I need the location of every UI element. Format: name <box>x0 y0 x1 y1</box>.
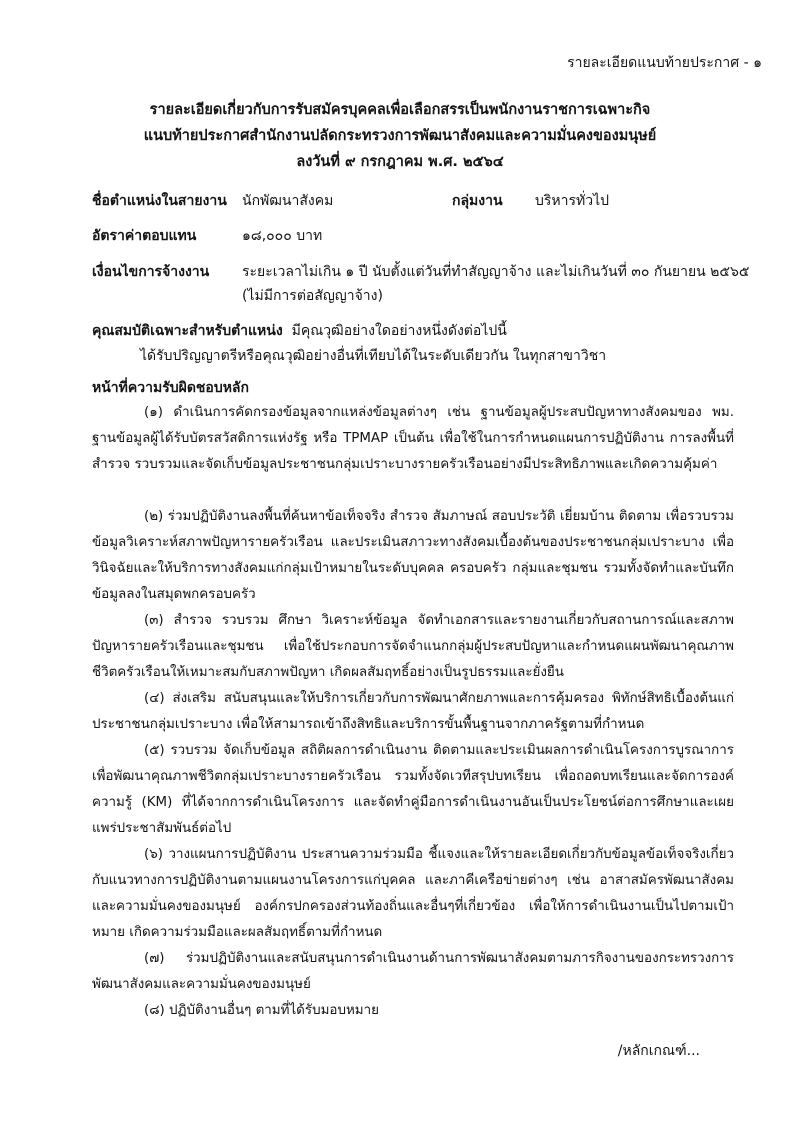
document-title-line2: แนบท้ายประกาศสำนักงานปลัดกระทรวงการพัฒนาสังคมและความมั่นคงของมนุษย์ <box>143 128 657 144</box>
document-title-line1: รายละเอียดเกี่ยวกับการรับสมัครบุคคลเพื่อเลือกสรรเป็นพนักงานราชการเฉพาะกิจ <box>149 102 651 118</box>
position-name-value: นักพัฒนาสังคม <box>242 193 334 209</box>
salary-label: อัตราค่าตอบแทน <box>92 228 197 244</box>
condition-value: ระยะเวลาไม่เกิน ๑ ปี นับตั้งแต่วันที่ทำสัญญาจ้าง และไม่เกินวันที่ ๓๐ กันยายน ๒๕๖๕ <box>242 264 750 280</box>
duty-item: (๔) ส่งเสริม สนับสนุนและให้บริการเกี่ยวกับการพัฒนาศักยภาพและการคุ้มครอง พิทักษ์สิทธิเบื้องต้นแก่ประชาชนกลุ่มเปราะบาง เพื่อให้สามารถเข้าถึงสิทธิและบริการขั้นพื้นฐานจากภาครัฐตามที่กำหนด <box>92 691 734 732</box>
continuation-marker: /หลักเกณฑ์... <box>617 1043 700 1059</box>
qualification-text: ได้รับปริญญาตรีหรือคุณวุฒิอย่างอื่นที่เทียบได้ในระดับเดียวกัน ในทุกสาขาวิชา <box>140 348 607 364</box>
condition-note: (ไม่มีการต่อสัญญาจ้าง) <box>242 288 383 304</box>
duties-heading: หน้าที่ความรับผิดชอบหลัก <box>92 380 249 396</box>
duty-item: (๘) ปฏิบัติงานอื่นๆ ตามที่ได้รับมอบหมาย <box>144 1003 379 1018</box>
work-group-value: บริหารทั่วไป <box>535 193 610 209</box>
qualification-heading-tail: มีคุณวุฒิอย่างใดอย่างหนึ่งดังต่อไปนี้ <box>291 323 507 339</box>
duty-item: (๒) ร่วมปฏิบัติงานลงพื้นที่ค้นหาข้อเท็จจริง สำรวจ สัมภาษณ์ สอบประวัติ เยี่ยมบ้าน ติดตาม เพื่อรวบรวมข้อมูลวิเคราะห์สภาพปัญหารายครัวเรือน และประเมินสภาวะทางสังคมเบื้องต้นของประชาชนกลุ่มเปราะบาง เพื่อวินิจฉัยและให้บริการทางสังคมแก่กลุ่มเป้าหมายในระดับบุคคล ครอบครัว กลุ่มและชุมชน รวมทั้งจัดทำและบันทึกข้อมูลลงในสมุดพกครอบครัว <box>92 509 734 602</box>
work-group-label: กลุ่มงาน <box>452 193 503 209</box>
salary-value: ๑๘,๐๐๐ บาท <box>242 228 323 244</box>
duty-item: (๕) รวบรวม จัดเก็บข้อมูล สถิติผลการดำเนินงาน ติดตามและประเมินผลการดำเนินโครงการบูรณาการเพื่อพัฒนาคุณภาพชีวิตกลุ่มเปราะบางรายครัวเรือน รวมทั้งจัดเวทีสรุปบทเรียน เพื่อถอดบทเรียนและจัดการองค์ความรู้ (KM) ที่ได้จากการดำเนินโครงการ และจัดทำคู่มือการดำเนินงานอันเป็นประโยชน์ต่อการศึกษาและเผยแพร่ประชาสัมพันธ์ต่อไป <box>92 743 734 836</box>
qualification-heading-line <box>92 320 507 342</box>
document-reference: รายละเอียดแนบท้ายประกาศ - ๑ <box>567 55 762 71</box>
duty-item: (๖) วางแผนการปฏิบัติงาน ประสานความร่วมมือ ชี้แจงและให้รายละเอียดเกี่ยวกับข้อมูลข้อเท็จจริงเกี่ยวกับแนวทางการปฏิบัติงานตามแผนงานโครงการแก่บุคคล และภาคีเครือข่ายต่างๆ เช่น อาสาสมัครพัฒนาสังคมและความมั่นคงของมนุษย์ องค์กรปกครองส่วนท้องถิ่นและอื่นๆที่เกี่ยวข้อง เพื่อให้การดำเนินงานเป็นไปตามเป้าหมาย เกิดความร่วมมือและผลสัมฤทธิ์ตามที่กำหนด <box>92 847 734 940</box>
document-date-line: ลงวันที่ ๙ กรกฎาคม พ.ศ. ๒๕๖๔ <box>296 154 504 170</box>
qualification-heading: คุณสมบัติเฉพาะสำหรับตำแหน่ง <box>92 323 283 339</box>
duty-item: (๑) ดำเนินการคัดกรองข้อมูลจากแหล่งข้อมูลต่างๆ เช่น ฐานข้อมูลผู้ประสบปัญหาทางสังคมของ พม. ฐานข้อมูลผู้ได้รับบัตรสวัสดิการแห่งรัฐ หรือ TPMAP เป็นต้น เพื่อใช้ในการกำหนดแผนการปฏิบัติงาน การลงพื้นที่สำรวจ รวบรวมและจัดเก็บข้อมูลประชาชนกลุ่มเปราะบางรายครัวเรือนอย่างมีประสิทธิภาพและเกิดความคุ้มค่า <box>92 405 734 472</box>
position-name-label: ชื่อตำแหน่งในสายงาน <box>92 193 227 209</box>
condition-label: เงื่อนไขการจ้างงาน <box>92 264 210 280</box>
duty-item: (๗) ร่วมปฏิบัติงานและสนับสนุนการดำเนินงานด้านการพัฒนาสังคมตามภารกิจงานของกระทรวงการพัฒนาสังคมและความมั่นคงของมนุษย์ <box>92 951 734 992</box>
duty-item: (๓) สำรวจ รวบรวม ศึกษา วิเคราะห์ข้อมูล จัดทำเอกสารและรายงานเกี่ยวกับสถานการณ์และสภาพปัญหารายครัวเรือนและชุมชน เพื่อใช้ประกอบการจัดจำแนกกลุ่มผู้ประสบปัญหาและกำหนดแผนพัฒนาคุณภาพชีวิตครัวเรือนให้เหมาะสมกับสภาพปัญหา เกิดผลสัมฤทธิ์อย่างเป็นรูปธรรมและยั่งยืน <box>92 613 734 680</box>
